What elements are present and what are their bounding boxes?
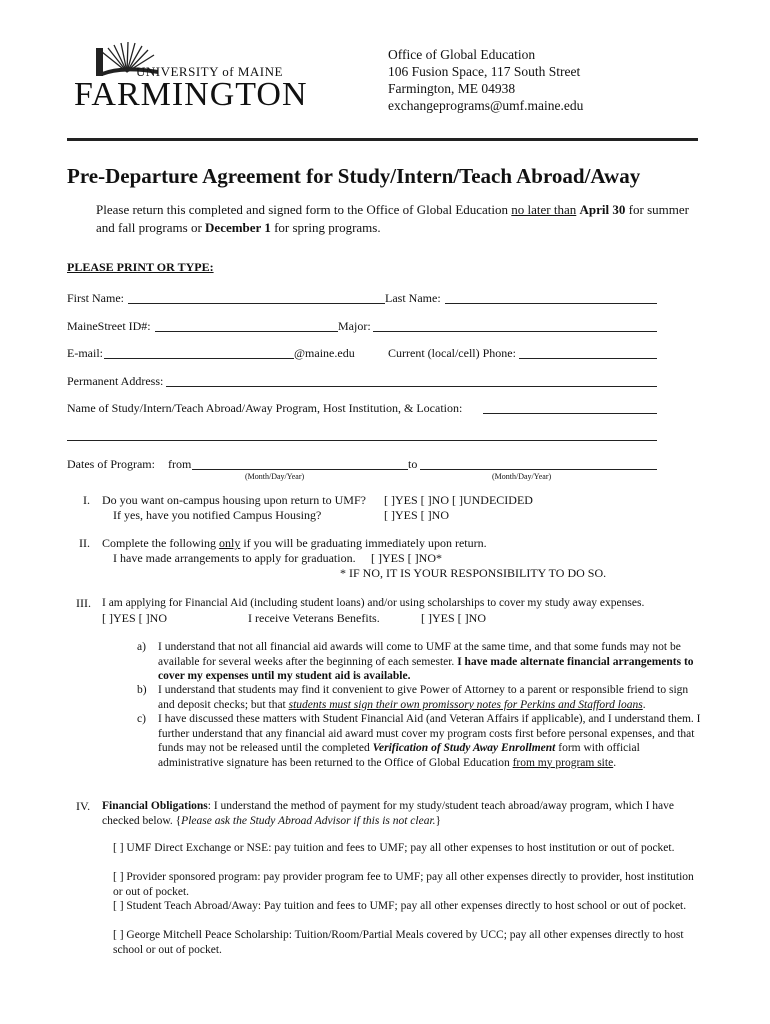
payment-option-umf[interactable]: [ ] UMF Direct Exchange or NSE: pay tuition and fees to UMF; pay all other expenses to host institution or out of pocket.	[113, 842, 675, 854]
dates-label: Dates of Program:	[67, 457, 155, 471]
intro-text-1: Please return this completed and signed form to the Office of Global Education	[96, 202, 512, 217]
section-4-number: IV.	[76, 799, 91, 813]
financial-obligations-heading: Financial Obligations	[102, 800, 208, 812]
graduation-instruction-rest: if you will be graduating immediately upon return.	[240, 536, 487, 550]
item-c-text	[158, 712, 703, 770]
intro-date-spring: April 30	[579, 202, 626, 217]
page-title: Pre-Departure Agreement for Study/Intern/Teach Abroad/Away	[67, 164, 641, 188]
financial-obligations-italic: Please ask the Study Abroad Advisor if this is not clear.	[181, 815, 436, 827]
email-domain: @maine.edu	[294, 346, 355, 360]
logo-campus-text: FARMINGTON	[74, 76, 308, 113]
item-c-body: I have discussed these matters with Student Financial Aid (and Veteran Affairs if applicable), and I understand them. I further understand that any financial aid award must cover my program costs first before personal expenses, and that funds may not be released until the completed	[158, 713, 701, 754]
date-to-format: (Month/Day/Year)	[492, 472, 552, 481]
housing-options[interactable]: [ ]YES [ ]NO [ ]UNDECIDED	[384, 493, 533, 507]
date-from-format: (Month/Day/Year)	[245, 472, 305, 481]
item-c-body-2: form with official administrative signature has been returned to the Office of Global Education	[158, 742, 640, 769]
program-field-line-2[interactable]	[67, 440, 657, 441]
office-address-line-2: Farmington, ME 04938	[388, 81, 516, 96]
office-address-line-1: 106 Fusion Space, 117 South Street	[388, 64, 581, 79]
office-email: exchangeprograms@umf.maine.edu	[388, 98, 584, 113]
office-name: Office of Global Education	[388, 47, 536, 62]
intro-text-2: for summer and fall programs or	[96, 202, 689, 235]
last-name-field[interactable]	[445, 303, 657, 304]
first-name-field[interactable]	[128, 303, 385, 304]
item-c-end: .	[613, 756, 617, 769]
financial-aid-options[interactable]: [ ]YES [ ]NO	[102, 611, 167, 625]
header-divider	[67, 138, 698, 141]
dates-to-label: to	[408, 457, 418, 471]
financial-obligations-close: }	[435, 815, 442, 827]
item-c-label: c)	[137, 713, 146, 725]
intro-text-3: for spring programs.	[270, 220, 381, 235]
item-a-bold: I have made alternate financial arrangements to cover my expenses until my student aid is available.	[158, 655, 694, 682]
graduation-options[interactable]: [ ]YES [ ]NO*	[371, 551, 442, 565]
item-c-underlined: from my program site	[512, 756, 614, 769]
logo-university-text: UNIVERSITY of MAINE	[136, 64, 283, 79]
graduation-instruction	[102, 536, 487, 551]
section-2-number: II.	[79, 536, 90, 550]
graduation-note: * IF NO, IT IS YOUR RESPONSIBILITY TO DO SO.	[340, 566, 607, 580]
first-name-label: First Name:	[67, 291, 124, 305]
phone-field[interactable]	[519, 358, 657, 359]
housing-notified-question: If yes, have you notified Campus Housing?	[113, 508, 322, 522]
date-from-field[interactable]	[192, 469, 408, 470]
housing-notified-options[interactable]: [ ]YES [ ]NO	[384, 508, 449, 522]
item-b-body: I understand that students may find it convenient to give Power of Attorney to a parent or responsible friend to sign and deposit checks; but that	[158, 684, 689, 711]
intro-date-fall: December 1	[205, 220, 271, 235]
email-label: E-mail:	[67, 346, 103, 360]
item-c-emphasis: Verification of Study Away Enrollment	[372, 742, 556, 754]
item-a-text	[158, 640, 703, 684]
major-label: Major:	[338, 319, 371, 333]
financial-obligations-intro	[102, 799, 702, 829]
last-name-label: Last Name:	[385, 291, 441, 305]
financial-obligations-text: : I understand the method of payment for my study/student teach abroad/away program, which I have checked below. {	[102, 800, 675, 827]
office-address-block	[388, 46, 583, 114]
payment-option-provider[interactable]: [ ] Provider sponsored program: pay provider program fee to UMF; pay all other expenses directly to provider, host institution or out of pocket.	[113, 871, 694, 898]
graduation-instruction-text: Complete the following	[102, 536, 219, 550]
housing-question: Do you want on-campus housing upon return to UMF?	[102, 493, 366, 507]
intro-paragraph	[96, 201, 696, 237]
print-heading: PLEASE PRINT OR TYPE:	[67, 260, 214, 274]
id-label: MaineStreet ID#:	[67, 319, 151, 333]
date-to-field[interactable]	[420, 469, 657, 470]
email-field[interactable]	[104, 358, 294, 359]
payment-option-student-teach[interactable]: [ ] Student Teach Abroad/Away: Pay tuition and fees to UMF; pay all other expenses directly to host school or out of pocket.	[113, 900, 687, 912]
graduation-instruction-only: only	[218, 536, 241, 550]
payment-option-mitchell[interactable]: [ ] George Mitchell Peace Scholarship: Tuition/Room/Partial Meals covered by UCC; pay all other expenses directly to host school or out of pocket.	[113, 929, 684, 956]
item-b-text	[158, 683, 703, 712]
section-3-number: III.	[76, 596, 91, 610]
program-field[interactable]	[483, 413, 657, 414]
phone-label: Current (local/cell) Phone:	[388, 346, 516, 360]
item-b-label: b)	[137, 684, 147, 696]
id-field[interactable]	[155, 331, 338, 332]
item-a-body: I understand that not all financial aid awards will come to UMF at the same time, and that some funds may not be available for several weeks after the beginning of each semester.	[158, 641, 681, 668]
veterans-options[interactable]: [ ]YES [ ]NO	[421, 611, 486, 625]
program-label: Name of Study/Intern/Teach Abroad/Away Program, Host Institution, & Location:	[67, 401, 463, 415]
financial-aid-question: I am applying for Financial Aid (including student loans) and/or using scholarships to cover my study away expenses.	[102, 597, 645, 609]
section-1-number: I.	[83, 493, 90, 507]
permanent-address-label: Permanent Address:	[67, 374, 164, 388]
item-b-end: .	[642, 698, 646, 711]
permanent-address-field[interactable]	[166, 386, 657, 387]
veterans-question: I receive Veterans Benefits.	[248, 611, 380, 625]
item-a-label: a)	[137, 641, 146, 653]
item-b-emphasis: students must sign their own promissory notes for Perkins and Stafford loans	[288, 698, 643, 711]
dates-from-label: from	[168, 457, 192, 471]
major-field[interactable]	[373, 331, 657, 332]
graduation-question: I have made arrangements to apply for graduation.	[113, 551, 356, 565]
intro-deadline-underlined: no later than	[511, 202, 577, 217]
